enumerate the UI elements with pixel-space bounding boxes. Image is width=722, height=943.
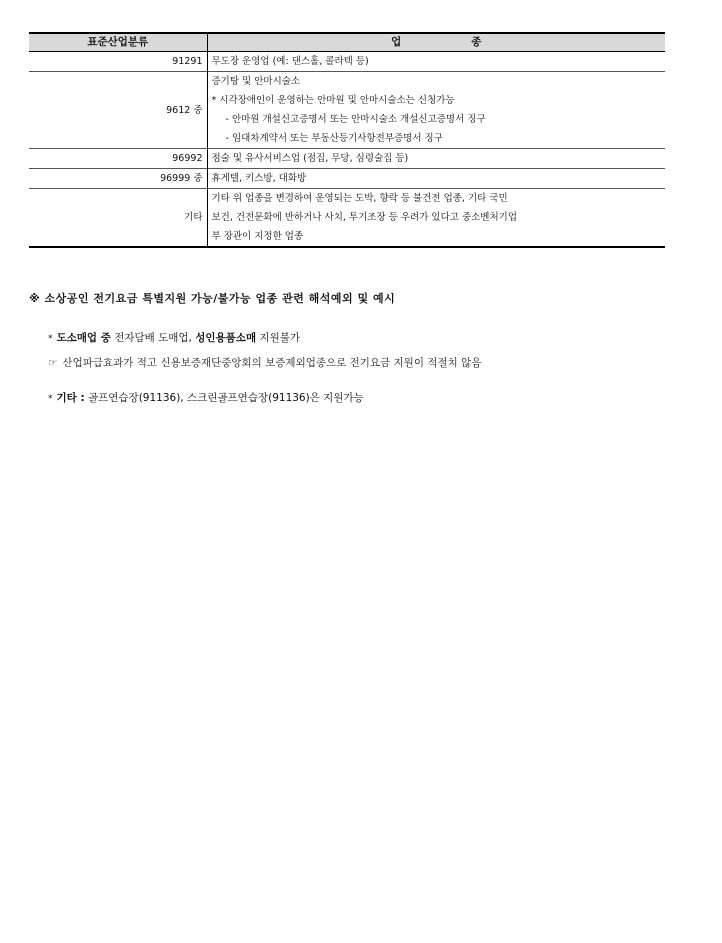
pointing-hand-icon: ☞ (48, 357, 58, 369)
row-code: 91291 (29, 52, 207, 72)
bullet-mark: * (48, 334, 53, 344)
row-desc (207, 52, 665, 72)
row-code: 96992 (29, 149, 207, 169)
note-item-wholesale (48, 330, 300, 345)
row-code: 96999 중 (29, 169, 207, 189)
row-code: 9612 중 (29, 72, 207, 149)
table-row (29, 52, 665, 72)
bullet-mark: * (48, 394, 53, 404)
table-header-row (29, 33, 665, 52)
desc-line: 무도장 운영업 (예: 댄스홀, 콜라텍 등) (211, 56, 369, 67)
row-code: 기타 (29, 189, 207, 248)
desc-line: 기타 위 업종을 변경하여 운영되는 도박, 향락 등 불건전 업종, 기타 국민 (211, 193, 508, 204)
note-text: 골프연습장(91136), 스크린골프연습장(91136)은 지원가능 (84, 392, 364, 404)
table-row (29, 72, 665, 149)
row-desc (207, 189, 665, 248)
note-text: 지원불가 (256, 332, 301, 344)
header-code: 표준산업분류 (29, 33, 207, 52)
desc-line: - 임대차계약서 또는 부동산등기사항전부증명서 징구 (225, 133, 443, 144)
header-industry-part1: 업 (391, 36, 402, 48)
note-bold: 도소매업 중 (56, 332, 111, 344)
note-bold: 기타 : (56, 392, 85, 404)
desc-line: 부 장관이 지정한 업종 (211, 231, 304, 242)
desc-line: * 시각장애인이 운영하는 안마원 및 안마시술소는 신청가능 (211, 95, 455, 106)
table-row (29, 169, 665, 189)
desc-line: 휴게텔, 키스방, 대화방 (211, 173, 307, 184)
header-industry (207, 33, 665, 52)
note-sub-text: 산업파급효과가 적고 신용보증재단중앙회의 보증제외업종으로 전기요금 지원이 적절치 않음 (62, 357, 482, 369)
note-item-other (48, 390, 364, 405)
header-industry-part2: 종 (471, 36, 482, 48)
table-row (29, 149, 665, 169)
desc-line: - 안마원 개설신고증명서 또는 안마시술소 개설신고증명서 징구 (225, 114, 486, 125)
row-desc (207, 72, 665, 149)
desc-line: 보건, 건전문화에 반하거나 사치, 투기조장 등 우려가 있다고 중소벤처기업 (211, 212, 518, 223)
note-text: 전자담배 도매업, (110, 332, 196, 344)
desc-line: 증기탕 및 안마시술소 (211, 76, 301, 87)
table-row (29, 189, 665, 248)
note-sub-reason (48, 355, 481, 370)
desc-line: 점술 및 유사서비스업 (점집, 무당, 심령술집 등) (211, 153, 409, 164)
industry-table (29, 32, 665, 248)
notes-title: ※ 소상공인 전기요금 특별지원 가능/불가능 업종 관련 해석예외 및 예시 (29, 292, 396, 305)
row-desc (207, 149, 665, 169)
note-bold: 성인용품소매 (195, 332, 257, 344)
row-desc (207, 169, 665, 189)
